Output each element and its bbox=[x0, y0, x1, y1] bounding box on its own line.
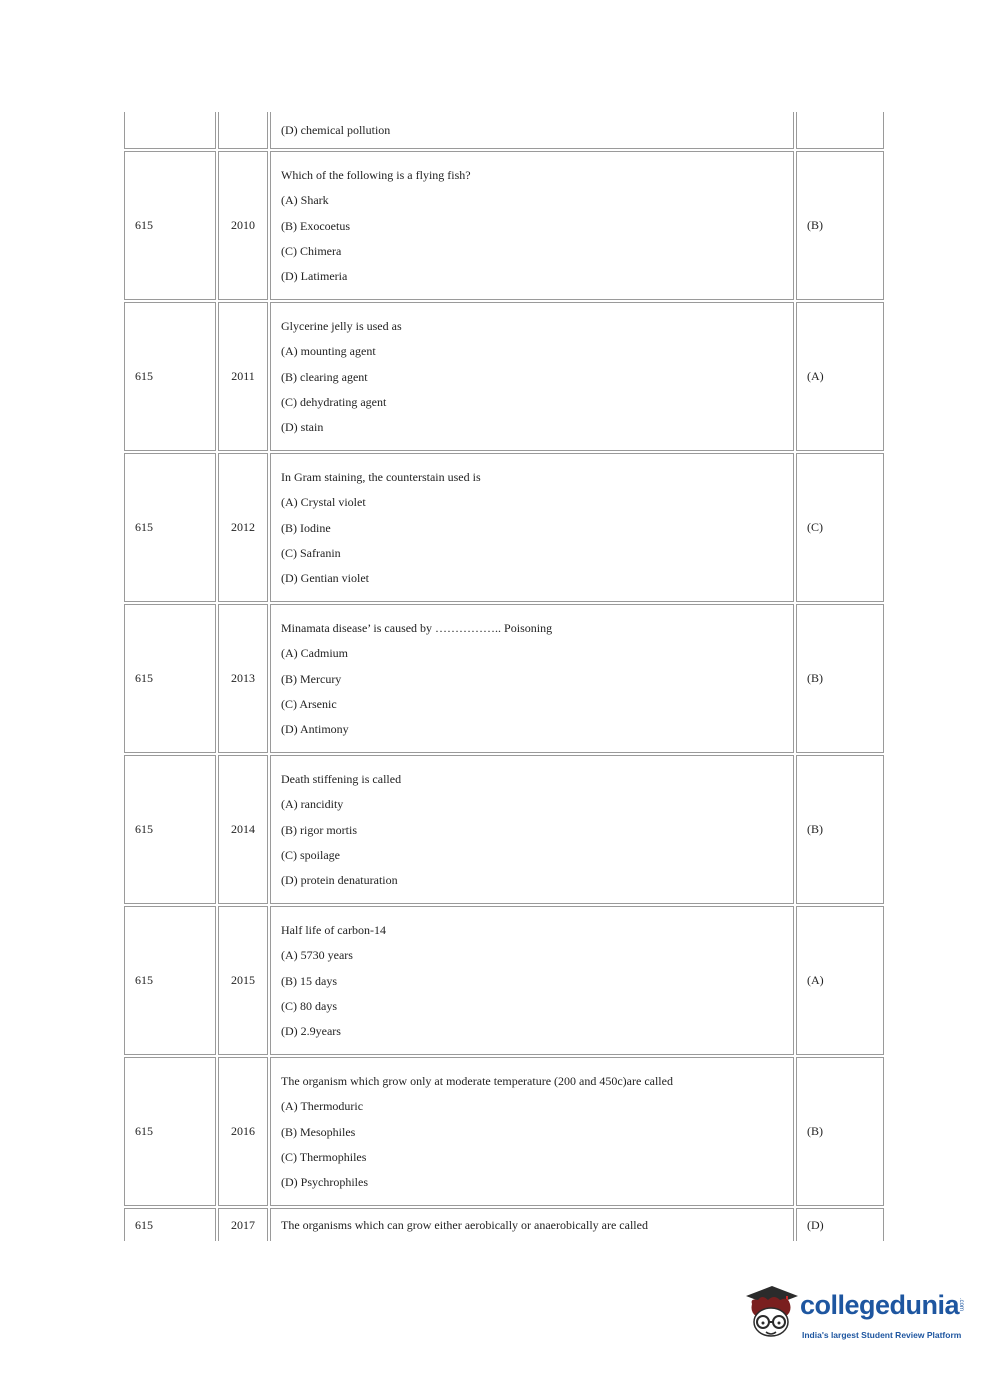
option-a: (A) mounting agent bbox=[281, 344, 376, 359]
graduate-mascot-icon bbox=[742, 1282, 802, 1348]
question-cell bbox=[270, 112, 794, 149]
table-row-partial-top bbox=[124, 112, 884, 149]
option-d: (D) Gentian violet bbox=[281, 571, 369, 585]
question-cell bbox=[270, 1208, 794, 1241]
answer-cell bbox=[796, 112, 884, 149]
question-text: The organisms which can grow either aerobically or anaerobically are called bbox=[281, 1218, 648, 1232]
number-cell: 2017 bbox=[218, 1208, 268, 1241]
option-d: (D) Antimony bbox=[281, 722, 349, 736]
option-b: (B) Iodine bbox=[281, 520, 331, 535]
code-cell: 615 bbox=[124, 1057, 216, 1206]
logo-suffix: .com bbox=[958, 1298, 964, 1312]
question-cell bbox=[270, 604, 794, 753]
table-row bbox=[124, 906, 884, 1055]
option-b: (B) Mercury bbox=[281, 671, 342, 686]
question-cell bbox=[270, 151, 794, 300]
question-text: The organism which grow only at moderate temperature (200 and 450c)are called bbox=[281, 1074, 673, 1088]
option-c: (C) Chimera bbox=[281, 243, 342, 258]
table-row bbox=[124, 302, 884, 451]
number-cell: 2014 bbox=[218, 755, 268, 904]
option-d: (D) protein denaturation bbox=[281, 873, 398, 887]
option-c: (C) Safranin bbox=[281, 545, 341, 560]
question-text: In Gram staining, the counterstain used is bbox=[281, 470, 481, 484]
option-c: (C) Thermophiles bbox=[281, 1149, 367, 1164]
number-cell: 2016 bbox=[218, 1057, 268, 1206]
table-row bbox=[124, 453, 884, 602]
question-cell bbox=[270, 1057, 794, 1206]
code-cell bbox=[124, 112, 216, 149]
option-d: (D) Latimeria bbox=[281, 269, 348, 283]
question-cell bbox=[270, 755, 794, 904]
table-row bbox=[124, 151, 884, 300]
code-cell: 615 bbox=[124, 1208, 216, 1241]
number-cell: 2010 bbox=[218, 151, 268, 300]
question-sheet bbox=[122, 110, 886, 1243]
collegedunia-logo bbox=[742, 1282, 972, 1352]
answer-cell: (C) bbox=[796, 453, 884, 602]
question-text: Glycerine jelly is used as bbox=[281, 319, 402, 333]
logo-tagline: India's largest Student Review Platform bbox=[802, 1330, 962, 1340]
option-c: (C) Arsenic bbox=[281, 696, 337, 711]
option-d: (D) 2.9years bbox=[281, 1024, 341, 1038]
option-a: (A) rancidity bbox=[281, 797, 344, 812]
question-cell bbox=[270, 906, 794, 1055]
logo-wordmark: collegedunia bbox=[800, 1290, 960, 1320]
question-text: Minamata disease’ is caused by …………….. Poisoning bbox=[281, 621, 553, 635]
table-row-partial-bottom bbox=[124, 1208, 884, 1241]
option-a: (A) Thermoduric bbox=[281, 1099, 364, 1114]
table-row bbox=[124, 755, 884, 904]
code-cell: 615 bbox=[124, 906, 216, 1055]
answer-cell: (B) bbox=[796, 151, 884, 300]
number-cell: 2015 bbox=[218, 906, 268, 1055]
option-b: (B) 15 days bbox=[281, 973, 337, 988]
option-a: (A) Cadmium bbox=[281, 646, 348, 661]
answer-cell: (B) bbox=[796, 1057, 884, 1206]
answer-cell: (B) bbox=[796, 604, 884, 753]
question-cell bbox=[270, 302, 794, 451]
answer-cell: (A) bbox=[796, 906, 884, 1055]
option-c: (C) spoilage bbox=[281, 847, 340, 862]
question-table bbox=[122, 110, 886, 1243]
answer-cell: (A) bbox=[796, 302, 884, 451]
option-text: (D) chemical pollution bbox=[281, 123, 391, 137]
answer-cell: (B) bbox=[796, 755, 884, 904]
option-c: (C) dehydrating agent bbox=[281, 394, 387, 409]
code-cell: 615 bbox=[124, 151, 216, 300]
number-cell: 2012 bbox=[218, 453, 268, 602]
option-c: (C) 80 days bbox=[281, 998, 337, 1013]
option-a: (A) 5730 years bbox=[281, 948, 353, 963]
code-cell: 615 bbox=[124, 453, 216, 602]
number-cell: 2013 bbox=[218, 604, 268, 753]
answer-cell: (D) bbox=[796, 1208, 884, 1241]
option-b: (B) clearing agent bbox=[281, 369, 368, 384]
option-a: (A) Crystal violet bbox=[281, 495, 366, 510]
option-b: (B) Mesophiles bbox=[281, 1124, 356, 1139]
option-b: (B) rigor mortis bbox=[281, 822, 357, 837]
option-d: (D) stain bbox=[281, 420, 324, 434]
question-cell bbox=[270, 453, 794, 602]
table-row bbox=[124, 604, 884, 753]
question-text: Death stiffening is called bbox=[281, 772, 402, 786]
number-cell: 2011 bbox=[218, 302, 268, 451]
code-cell: 615 bbox=[124, 755, 216, 904]
option-d: (D) Psychrophiles bbox=[281, 1175, 368, 1189]
number-cell bbox=[218, 112, 268, 149]
question-text: Which of the following is a flying fish? bbox=[281, 168, 471, 182]
question-text: Half life of carbon-14 bbox=[281, 923, 386, 937]
code-cell: 615 bbox=[124, 302, 216, 451]
code-cell: 615 bbox=[124, 604, 216, 753]
table-row bbox=[124, 1057, 884, 1206]
option-b: (B) Exocoetus bbox=[281, 218, 350, 233]
option-a: (A) Shark bbox=[281, 193, 329, 208]
